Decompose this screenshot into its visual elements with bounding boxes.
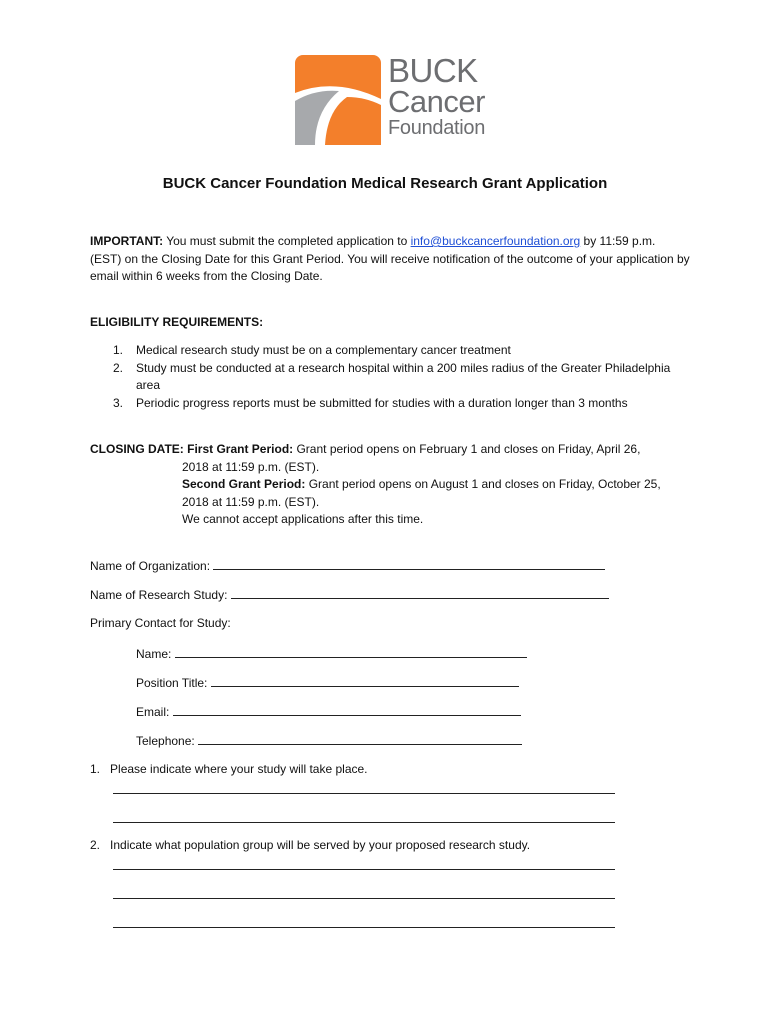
position-title-field	[136, 674, 519, 691]
logo-wordmark	[388, 52, 486, 139]
answer-line[interactable]	[113, 927, 615, 928]
list-item	[90, 360, 690, 395]
telephone-field	[136, 732, 522, 749]
list-item-text: Periodic progress reports must be submitted for studies with a duration longer than 3 months	[136, 395, 628, 410]
answer-line[interactable]	[113, 793, 615, 794]
answer-line[interactable]	[113, 898, 615, 899]
question-text: Please indicate where your study will take place.	[110, 762, 368, 776]
logo-arc-icon	[295, 55, 383, 147]
logo-line-cancer: Cancer	[388, 84, 485, 119]
first-period-label: First Grant Period:	[187, 442, 294, 456]
email-field	[136, 703, 521, 720]
organization-input-line[interactable]	[213, 557, 605, 570]
buck-cancer-foundation-logo	[295, 52, 486, 147]
contact-name-field	[136, 645, 527, 662]
question-1	[90, 761, 368, 777]
submission-email-link[interactable]: info@buckcancerfoundation.org	[410, 234, 581, 248]
list-item-number: 3.	[113, 395, 124, 410]
closing-note: We cannot accept applications after this time.	[182, 512, 424, 526]
second-period-text-2: 2018 at 11:59 p.m. (EST).	[182, 494, 320, 509]
closing-date-section	[90, 441, 700, 529]
important-text-after: by 11:59 p.m. (EST) on the Closing Date for this Grant Period. You will receive notification of the outcome of your application by email within 6 weeks from the Closing Date.	[90, 234, 690, 283]
email-input-line[interactable]	[173, 703, 521, 716]
second-period-text: Grant period opens on August 1 and closes on Friday, October 25,	[305, 477, 661, 491]
eligibility-list	[90, 342, 690, 412]
list-item-text: Medical research study must be on a complementary cancer treatment	[136, 343, 511, 357]
organization-label: Name of Organization:	[90, 559, 211, 573]
position-title-input-line[interactable]	[211, 674, 519, 687]
logo-line-buck: BUCK	[388, 52, 478, 89]
important-notice	[90, 233, 690, 286]
email-label: Email:	[136, 705, 170, 719]
answer-line[interactable]	[113, 822, 615, 823]
list-item-text: Study must be conducted at a research hospital within a 200 miles radius of the Greater Philadelphia area	[136, 360, 671, 392]
eligibility-heading: ELIGIBILITY REQUIREMENTS:	[90, 315, 264, 329]
logo-line-foundation: Foundation	[388, 117, 486, 139]
contact-name-input-line[interactable]	[175, 645, 527, 658]
page-title: BUCK Cancer Foundation Medical Research Grant Application	[162, 175, 608, 192]
first-period-text: Grant period opens on February 1 and closes on Friday, April 26,	[293, 442, 641, 456]
primary-contact-label: Primary Contact for Study:	[90, 616, 231, 630]
contact-name-label: Name:	[136, 647, 172, 661]
question-2	[90, 837, 530, 853]
position-title-label: Position Title:	[136, 676, 208, 690]
important-label: IMPORTANT:	[90, 234, 164, 248]
second-period-label: Second Grant Period:	[182, 477, 306, 491]
first-period-text-2: 2018 at 11:59 p.m. (EST).	[182, 459, 320, 474]
telephone-input-line[interactable]	[198, 732, 522, 745]
answer-line[interactable]	[113, 869, 615, 870]
closing-second-line	[90, 476, 700, 494]
closing-date-label: CLOSING DATE:	[90, 442, 184, 456]
organization-field	[90, 557, 605, 574]
closing-first-line	[90, 441, 700, 459]
question-number: 2.	[90, 838, 101, 852]
question-text: Indicate what population group will be served by your proposed research study.	[110, 838, 531, 852]
telephone-label: Telephone:	[136, 734, 195, 748]
list-item	[90, 395, 690, 413]
list-item	[90, 342, 690, 360]
list-item-number: 1.	[113, 343, 124, 357]
list-item-number: 2.	[113, 360, 124, 375]
research-study-input-line[interactable]	[231, 586, 609, 599]
research-study-field	[90, 586, 609, 603]
research-study-label: Name of Research Study:	[90, 588, 228, 602]
important-text-before: You must submit the completed application to	[163, 234, 411, 248]
question-number: 1.	[90, 762, 101, 776]
